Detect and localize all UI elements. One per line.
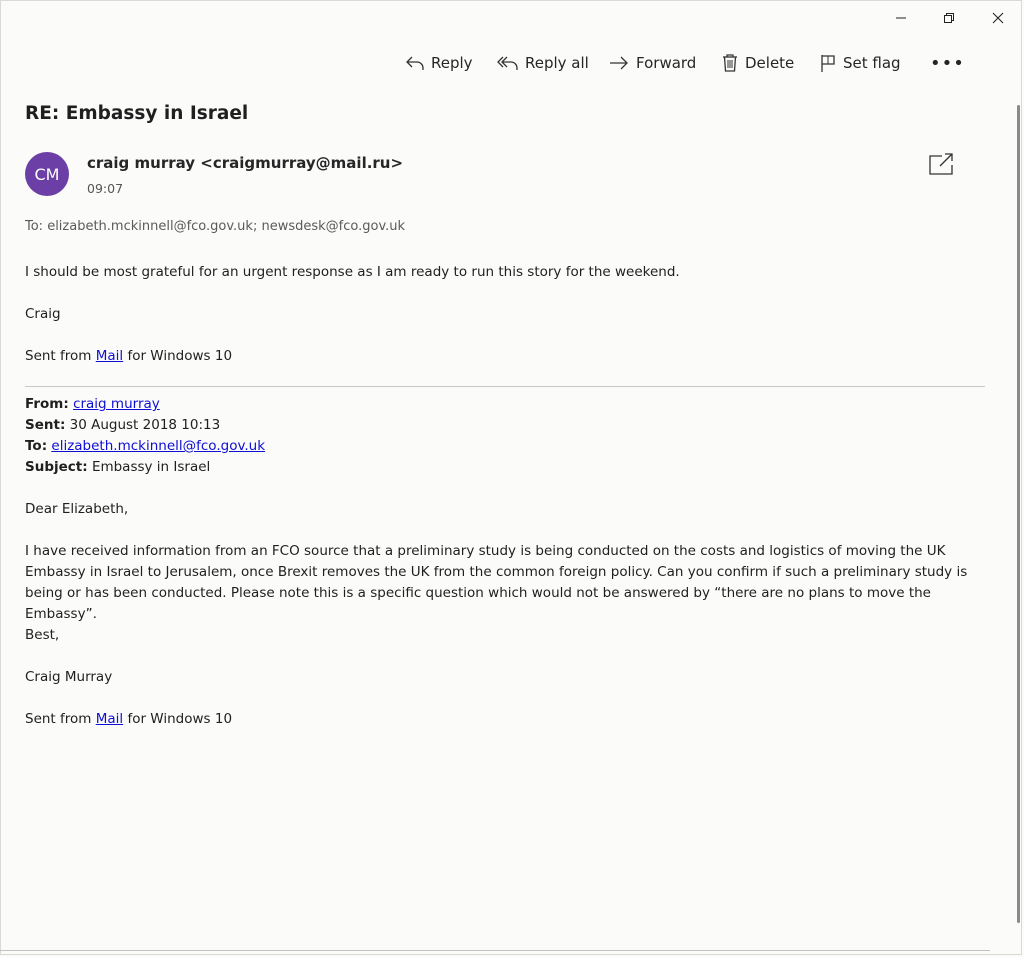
quoted-sent-from-line	[25, 711, 232, 727]
reply-all-label: Reply all	[525, 54, 589, 72]
forward-button[interactable]	[608, 54, 696, 72]
mail-link[interactable]: Mail	[95, 348, 124, 364]
quoted-paragraph: I have received information from an FCO source that a preliminary study is being conducted on the costs and logistics of moving the UK Embassy in Israel to Jerusalem, once Brexit removes the UK from the common foreign policy. Can you confirm if such a preliminary study is being or has been conducted. Please note this is a specific question which would not be answered by “there are no plans to move the Embassy”.	[25, 543, 968, 622]
message-time: 09:07	[87, 181, 124, 196]
sent-label: Sent:	[25, 417, 66, 433]
quoted-sent	[25, 417, 220, 433]
vertical-scrollbar[interactable]	[1017, 105, 1020, 923]
sent-value: 30 August 2018 10:13	[69, 417, 221, 433]
sent-from-prefix: Sent from	[25, 348, 96, 364]
forward-label: Forward	[636, 54, 697, 72]
reply-label: Reply	[431, 54, 473, 72]
subject-label: Subject:	[25, 459, 88, 475]
more-actions-button[interactable]	[930, 53, 965, 74]
recipients-line: To: elizabeth.mckinnell@fco.gov.uk; newsdesk@fco.gov.uk	[25, 219, 406, 234]
delete-label: Delete	[745, 54, 795, 72]
minimize-icon[interactable]	[893, 10, 909, 26]
quoted-from	[25, 396, 160, 412]
avatar[interactable]: CM	[25, 152, 69, 196]
delete-button[interactable]	[721, 53, 794, 73]
trash-icon	[721, 53, 739, 73]
signature-name: Craig	[25, 306, 61, 322]
message-subject: RE: Embassy in Israel	[25, 103, 249, 124]
open-in-new-window-icon[interactable]	[928, 152, 954, 176]
quoted-signature: Craig Murray	[25, 669, 113, 685]
quoted-subject	[25, 459, 210, 475]
from-label: From:	[25, 396, 69, 412]
set-flag-label: Set flag	[843, 54, 901, 72]
reply-all-icon	[497, 54, 519, 72]
quoted-to	[25, 438, 265, 454]
reply-icon	[405, 54, 425, 72]
subject-value: Embassy in Israel	[91, 459, 211, 475]
greeting: Dear Elizabeth,	[25, 501, 129, 517]
flag-icon	[819, 53, 837, 73]
bottom-border	[0, 950, 990, 951]
quote-divider	[25, 386, 985, 387]
reply-all-button[interactable]	[497, 54, 589, 72]
sent-from-suffix: for Windows 10	[123, 348, 233, 364]
restore-icon[interactable]	[941, 10, 957, 26]
forward-arrow-icon	[608, 54, 630, 72]
sent-from-prefix: Sent from	[25, 711, 96, 727]
to-link[interactable]: elizabeth.mckinnell@fco.gov.uk	[51, 438, 266, 454]
sent-from-line	[25, 348, 232, 364]
body-line: I should be most grateful for an urgent response as I am ready to run this story for the weekend.	[25, 264, 680, 280]
from-link[interactable]: craig murray	[73, 396, 160, 412]
to-label: To:	[25, 438, 48, 454]
more-icon: •••	[930, 52, 965, 74]
closing: Best,	[25, 627, 60, 643]
close-icon[interactable]	[990, 10, 1006, 26]
sender-name[interactable]: craig murray <craigmurray@mail.ru>	[87, 154, 404, 172]
set-flag-button[interactable]	[819, 53, 901, 73]
sent-from-suffix: for Windows 10	[123, 711, 233, 727]
reply-button[interactable]	[405, 54, 473, 72]
mail-link[interactable]: Mail	[95, 711, 124, 727]
